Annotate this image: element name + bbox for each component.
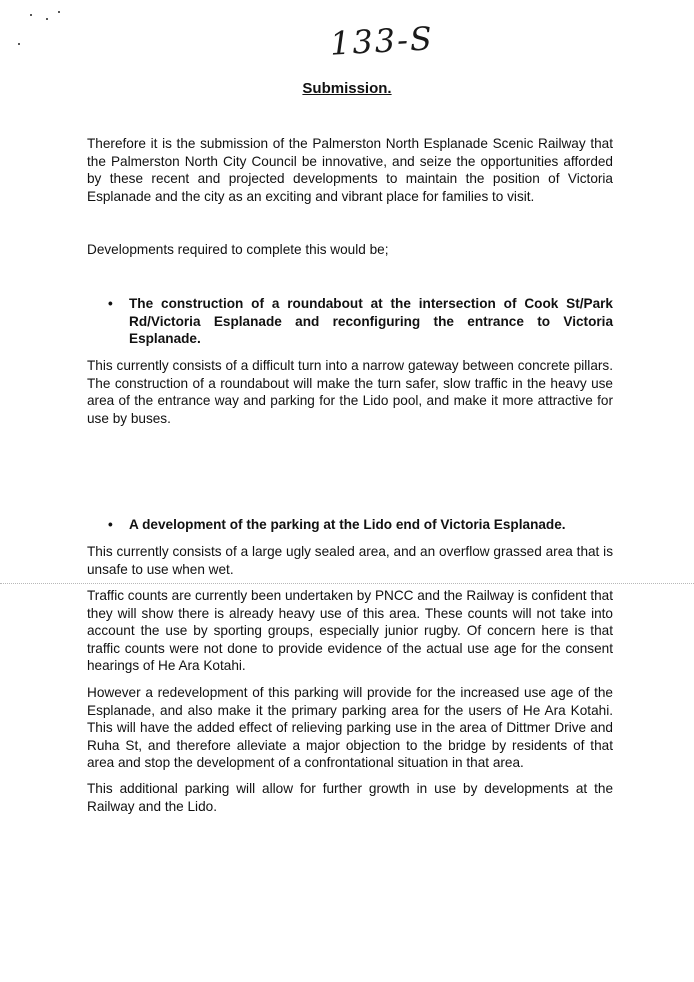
bullet-item-roundabout xyxy=(108,295,613,348)
bullet-heading: A development of the parking at the Lido end of Victoria Esplanade. xyxy=(129,517,566,532)
scan-speck xyxy=(30,14,32,16)
intro-paragraph: Therefore it is the submission of the Palmerston North Esplanade Scenic Railway that the Palmerston North City Council be innovative, and seize the opportunities afforded by these recent and projected developments to maintain the position of Victoria Esplanade and the city as an exciting and vibrant place for families to visit. xyxy=(87,136,613,204)
parking-paragraph-4: This additional parking will allow for further growth in use by developments at the Railway and the Lido. xyxy=(87,781,613,814)
parking-paragraph-3: However a redevelopment of this parking will provide for the increased use age of the Esplanade, and also make it the primary parking area for the users of He Ara Kotahi. This will have the added effect of relieving parking use in the area of Dittmer Drive and Ruha St, and therefore alleviate a major objection to the bridge by residents of that area and stop the development of a confrontational situation in that area. xyxy=(87,685,613,770)
bullet-icon: • xyxy=(108,517,113,532)
bullet-item-parking xyxy=(108,516,613,534)
scan-artifact-line xyxy=(0,583,694,584)
bullet-icon: • xyxy=(108,296,113,311)
roundabout-paragraph: This currently consists of a difficult turn into a narrow gateway between concrete pillars. The construction of a roundabout will make the turn safer, slow traffic in the heavy use area of the entrance way and parking for the Lido pool, and make it more attractive for use by buses. xyxy=(87,358,613,426)
scan-speck xyxy=(18,43,20,45)
handwritten-reference: 133-S xyxy=(329,19,435,63)
bullet-heading: The construction of a roundabout at the intersection of Cook St/Park Rd/Victoria Esplanade and reconfiguring the entrance to Victoria Esplanade. xyxy=(129,296,613,346)
page-title: Submission. xyxy=(302,80,392,97)
parking-paragraph-2: Traffic counts are currently been undertaken by PNCC and the Railway is confident that they will show there is already heavy use of this area. These counts will not take into account the use by sporting groups, especially junior rugby. Of concern here is that traffic counts were not done to provide evidence of the actual use age for the consent hearings of He Ara Kotahi. xyxy=(87,588,613,673)
developments-lead: Developments required to complete this would be; xyxy=(87,242,389,257)
scan-speck xyxy=(58,11,60,13)
parking-paragraph-1: This currently consists of a large ugly sealed area, and an overflow grassed area that is unsafe to use when wet. xyxy=(87,544,613,577)
scan-speck xyxy=(46,18,48,20)
